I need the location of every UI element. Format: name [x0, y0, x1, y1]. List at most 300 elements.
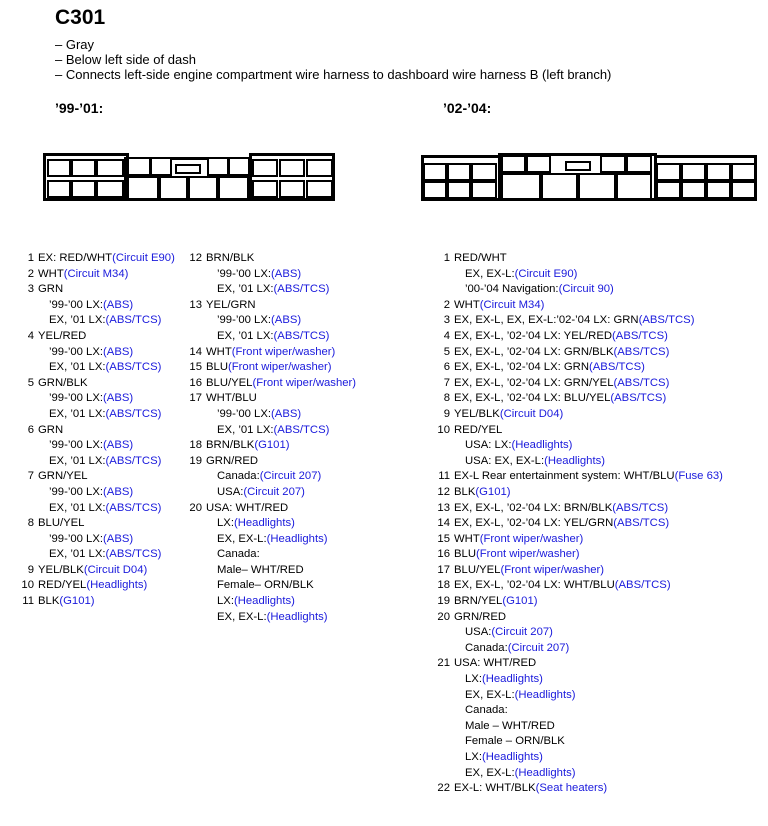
wire-description: GRN/YEL [38, 470, 88, 483]
wire-description: BRN/YEL [454, 595, 503, 608]
wire-description: USA: EX, EX-L: [465, 454, 545, 467]
pinout-line [432, 766, 723, 782]
wire-description: EX, EX-L, EX, EX-L:’02-’04 LX: GRN [454, 314, 639, 327]
pin-number: 9 [443, 407, 450, 420]
wire-description: WHT [206, 345, 232, 358]
wire-description: EX, EX-L, ’02-’04 LX: GRN/BLK [454, 345, 614, 358]
wire-description: EX-L: WHT/BLK [454, 782, 536, 795]
circuit-reference: (Front wiper/washer) [231, 345, 336, 358]
indent [10, 532, 49, 548]
pinout-line [10, 360, 175, 376]
wire-description: YEL/BLK [38, 563, 84, 576]
pinout-line [188, 376, 356, 392]
pin-cell [252, 159, 278, 177]
indent [188, 313, 217, 329]
circuit-reference: (ABS) [103, 298, 134, 311]
pin-cell [306, 180, 333, 198]
circuit-reference: (ABS) [103, 532, 134, 545]
wire-description: EX, EX-L, ’02-’04 LX: GRN/YEL [454, 376, 614, 389]
wire-description: Canada: [465, 704, 508, 717]
indent [188, 485, 217, 501]
pinout-line [432, 485, 723, 501]
indent [188, 267, 217, 283]
pin-cell [471, 163, 497, 181]
wire-description: EX, EX-L, ’02-’04 LX: BLU/YEL [454, 392, 611, 405]
pin-number: 11 [22, 595, 34, 608]
indent [188, 423, 217, 439]
pin-cell [541, 173, 578, 200]
pin-number: 4 [443, 329, 450, 342]
indent [432, 750, 465, 766]
pinout-line [432, 656, 723, 672]
indent [188, 469, 217, 485]
circuit-reference: (ABS/TCS) [105, 314, 162, 327]
wire-description: USA: WHT/RED [206, 501, 289, 514]
pin-number: 7 [443, 376, 450, 389]
pinout-line [432, 594, 723, 610]
pin-cell [159, 176, 188, 200]
pinout-line [432, 360, 723, 376]
pinout-line [188, 438, 356, 454]
indent [432, 641, 465, 657]
description-line: – Gray [55, 37, 95, 52]
wire-description: BLU/YEL [454, 563, 501, 576]
pin-number: 8 [443, 392, 450, 405]
pin-cell [47, 159, 71, 177]
pin-number: 5 [27, 376, 34, 389]
circuit-reference: (Circuit M34) [63, 267, 129, 280]
pin-number: 12 [437, 485, 450, 498]
pin-number: 9 [27, 563, 34, 576]
page-title: C301 [55, 6, 106, 29]
wire-description: ’00-’04 Navigation: [465, 283, 559, 296]
wire-description: RED/WHT [454, 252, 507, 264]
pinout-line [10, 485, 175, 501]
indent [432, 438, 465, 454]
pin-number: 3 [27, 283, 34, 296]
wire-description: GRN [38, 283, 64, 296]
wire-description: ’99-’00 LX: [49, 485, 104, 498]
circuit-reference: (ABS/TCS) [105, 407, 162, 420]
circuit-reference: (Circuit E90) [514, 267, 578, 280]
wire-description: LX: [465, 673, 482, 686]
pinout-line [432, 423, 723, 439]
circuit-reference: (ABS/TCS) [612, 501, 669, 514]
indent [432, 719, 465, 735]
pinout-line [188, 563, 356, 579]
pinout-line [10, 594, 175, 610]
wire-description: Canada: [465, 641, 508, 654]
pin-number: 13 [189, 298, 202, 311]
pinout-line [10, 454, 175, 470]
pin-cell [207, 157, 229, 176]
pinout-line [432, 688, 723, 704]
pin-number: 17 [437, 563, 450, 576]
pin-cell [218, 176, 249, 200]
indent [432, 454, 465, 470]
circuit-reference: (Front wiper/washer) [475, 548, 580, 561]
circuit-reference: (G101) [475, 485, 511, 498]
pinout-line [10, 376, 175, 392]
pin-cell [188, 176, 218, 200]
circuit-reference: (ABS/TCS) [610, 392, 667, 405]
indent [432, 282, 465, 298]
pinout-line [188, 298, 356, 314]
pin-cell [447, 181, 471, 199]
indent [432, 734, 465, 750]
circuit-reference: (Circuit D04) [499, 407, 564, 420]
indent [432, 688, 465, 704]
pinout-line [188, 485, 356, 501]
pinout-line [188, 532, 356, 548]
pinout-line [432, 641, 723, 657]
wire-description: ’99-’00 LX: [49, 345, 104, 358]
pinout-line [432, 329, 723, 345]
wire-description: EX, EX-L: [465, 688, 515, 701]
pin-cell [578, 173, 616, 200]
indent [10, 360, 49, 376]
indent [10, 547, 49, 563]
wire-description: GRN/RED [454, 610, 507, 623]
circuit-reference: (Circuit 90) [558, 283, 614, 296]
pinout-line [432, 547, 723, 563]
circuit-reference: (ABS/TCS) [273, 283, 330, 296]
wire-description: Male– WHT/RED [217, 563, 304, 576]
pinout-line [188, 345, 356, 361]
circuit-reference: (Headlights) [233, 595, 295, 608]
wire-description: RED/YEL [454, 423, 503, 436]
pin-number: 17 [189, 392, 202, 405]
wire-description: YEL/GRN [206, 298, 256, 311]
pinout-line [432, 734, 723, 750]
indent [10, 313, 49, 329]
circuit-reference: (ABS/TCS) [105, 454, 162, 467]
pin-cell [501, 173, 541, 200]
wire-description: EX, ’01 LX: [217, 423, 274, 436]
pinout-line [432, 298, 723, 314]
wire-description: YEL/BLK [454, 407, 500, 420]
circuit-reference: (Circuit D04) [83, 563, 148, 576]
circuit-reference: (ABS) [103, 485, 134, 498]
indent [188, 516, 217, 532]
pin-number: 21 [437, 657, 450, 670]
pin-number: 18 [437, 579, 450, 592]
circuit-reference: (ABS) [103, 345, 134, 358]
circuit-reference: (ABS/TCS) [273, 423, 330, 436]
pin-number: 12 [189, 252, 202, 264]
circuit-reference: (Headlights) [481, 751, 543, 763]
pinout-line [10, 345, 175, 361]
version-label-02-04: ’02-’04: [443, 100, 492, 116]
pin-cell [447, 163, 471, 181]
pinout-line [432, 578, 723, 594]
pinout-line [10, 282, 175, 298]
wire-description: EX, ’01 LX: [49, 361, 106, 374]
pin-cell [47, 180, 71, 198]
wire-description: USA: WHT/RED [454, 657, 537, 670]
wire-description: EX, ’01 LX: [49, 501, 106, 514]
circuit-reference: (ABS/TCS) [105, 501, 162, 514]
pin-number: 5 [443, 345, 450, 358]
wire-description: EX, ’01 LX: [217, 329, 274, 342]
pin-cell [423, 181, 447, 199]
pinout-line [432, 501, 723, 517]
circuit-reference: (ABS/TCS) [614, 579, 671, 592]
pin-number: 10 [21, 579, 34, 592]
pin-number: 14 [437, 517, 450, 530]
pinout-line [432, 719, 723, 735]
pinout-line [432, 672, 723, 688]
pin-cell [681, 181, 706, 199]
indent [10, 391, 49, 407]
wire-description: EX, EX-L: [217, 610, 267, 623]
circuit-reference: (Circuit 207) [259, 470, 322, 483]
indent [188, 594, 217, 610]
circuit-reference: (ABS) [103, 392, 134, 405]
pinout-line [10, 298, 175, 314]
circuit-reference: (Front wiper/washer) [252, 376, 357, 389]
circuit-reference: (Circuit E90) [112, 252, 175, 264]
wire-description: EX, ’01 LX: [49, 407, 106, 420]
wire-description: WHT [454, 532, 480, 545]
wire-description: GRN [38, 423, 64, 436]
wire-description: EX-L Rear entertainment system: WHT/BLU [454, 470, 675, 483]
pin-cell [127, 176, 159, 200]
circuit-reference: (ABS/TCS) [613, 517, 670, 530]
pinout-line [10, 407, 175, 423]
indent [10, 298, 49, 314]
circuit-reference: (Circuit M34) [479, 298, 545, 311]
indent [432, 703, 465, 719]
indent [10, 485, 49, 501]
pinout-line [188, 282, 356, 298]
wire-description: EX, ’01 LX: [49, 454, 106, 467]
pinout-line [188, 594, 356, 610]
indent [188, 578, 217, 594]
circuit-reference: (Headlights) [266, 532, 328, 545]
wire-description: WHT/BLU [206, 392, 257, 405]
circuit-reference: (Headlights) [86, 579, 148, 592]
pinout-line [10, 501, 175, 517]
pinout-column-2 [188, 251, 356, 625]
pinout-line [188, 251, 356, 267]
indent [10, 438, 49, 454]
pin-cell [526, 155, 551, 173]
wire-description: BLU [454, 548, 476, 561]
pinout-line [432, 516, 723, 532]
wire-description: Canada: [217, 470, 260, 483]
pinout-line [10, 391, 175, 407]
wire-description: USA: [217, 485, 244, 498]
pinout-line [10, 532, 175, 548]
indent [432, 672, 465, 688]
pin-cell [96, 180, 124, 198]
wire-description: ’99-’00 LX: [49, 439, 104, 452]
pinout-line [432, 438, 723, 454]
circuit-reference: (Headlights) [514, 688, 576, 701]
pin-cell [71, 180, 96, 198]
pin-number: 13 [437, 501, 450, 514]
wire-description: EX: RED/WHT [38, 252, 113, 264]
pin-cell [423, 163, 447, 181]
indent [188, 532, 217, 548]
circuit-reference: (ABS/TCS) [105, 548, 162, 561]
pin-number: 18 [189, 439, 202, 452]
pin-number: 20 [189, 501, 202, 514]
wire-description: BLU/YEL [38, 517, 85, 530]
pin-number: 11 [438, 470, 450, 483]
indent [188, 282, 217, 298]
indent [188, 610, 217, 626]
wire-description: USA: [465, 626, 492, 639]
wire-description: Female – ORN/BLK [465, 735, 565, 748]
pinout-line [432, 407, 723, 423]
pin-number: 10 [437, 423, 450, 436]
pin-number: 2 [443, 298, 450, 311]
pin-number: 3 [443, 314, 450, 327]
pin-cell [150, 157, 172, 176]
pinout-line [432, 469, 723, 485]
wire-description: BRN/BLK [206, 439, 255, 452]
pinout-line [188, 360, 356, 376]
pin-cell [127, 157, 151, 176]
circuit-reference: (Front wiper/washer) [479, 532, 584, 545]
pinout-line [432, 376, 723, 392]
pinout-line [432, 391, 723, 407]
pin-cell [306, 159, 333, 177]
wire-description: ’99-’00 LX: [217, 267, 272, 280]
pinout-line [188, 267, 356, 283]
circuit-reference: (ABS/TCS) [273, 329, 330, 342]
pin-cell [656, 163, 681, 181]
circuit-reference: (G101) [59, 595, 95, 608]
pinout-line [432, 345, 723, 361]
pinout-line [10, 329, 175, 345]
pinout-line [188, 329, 356, 345]
circuit-reference: (ABS/TCS) [613, 376, 670, 389]
pinout-line [10, 516, 175, 532]
wire-description: ’99-’00 LX: [217, 314, 272, 327]
pin-cell [616, 173, 652, 200]
pinout-line [188, 547, 356, 563]
pin-number: 22 [437, 782, 450, 795]
pin-number: 8 [27, 517, 34, 530]
wire-description: EX, EX-L: [465, 766, 515, 779]
circuit-reference: (ABS) [103, 439, 134, 452]
circuit-reference: (G101) [502, 595, 538, 608]
circuit-reference: (Headlights) [544, 454, 606, 467]
pin-cell [471, 181, 497, 199]
pinout-line [188, 391, 356, 407]
pin-cell [656, 181, 681, 199]
pin-cell [252, 180, 278, 198]
circuit-reference: (Seat heaters) [535, 782, 608, 795]
wire-description: Canada: [217, 548, 260, 561]
circuit-reference: (Headlights) [511, 439, 573, 452]
pinout-column-3 [432, 251, 723, 797]
circuit-reference: (ABS) [271, 407, 302, 420]
pin-cell [501, 155, 526, 173]
wire-description: EX, EX-L, ’02-’04 LX: GRN [454, 361, 589, 374]
wire-description: WHT [38, 267, 64, 280]
pinout-line [10, 423, 175, 439]
pin-cell [731, 163, 756, 181]
circuit-reference: (Headlights) [481, 673, 543, 686]
pinout-line [188, 610, 356, 626]
wire-description: EX, EX-L, ’02-’04 LX: YEL/GRN [454, 517, 614, 530]
circuit-reference: (Headlights) [266, 610, 328, 623]
circuit-reference: (Fuse 63) [674, 470, 723, 483]
circuit-reference: (ABS/TCS) [613, 345, 670, 358]
wire-description: BLU [206, 361, 228, 374]
wire-description: GRN/BLK [38, 376, 88, 389]
wire-description: Female– ORN/BLK [217, 579, 314, 592]
pin-cell [71, 159, 96, 177]
wire-description: EX, EX-L, ’02-’04 LX: YEL/RED [454, 329, 613, 342]
circuit-reference: (Circuit 207) [507, 641, 570, 654]
indent [188, 407, 217, 423]
pin-cell [279, 180, 305, 198]
pin-cell [626, 155, 652, 173]
pin-number: 4 [27, 329, 34, 342]
pinout-line [432, 625, 723, 641]
pinout-line [188, 501, 356, 517]
wire-description: EX, ’01 LX: [49, 548, 106, 561]
indent [10, 407, 49, 423]
wire-description: EX, EX-L, ’02-’04 LX: BRN/BLK [454, 501, 613, 514]
circuit-reference: (ABS/TCS) [612, 329, 668, 342]
pinout-line [10, 563, 175, 579]
pin-cell [96, 159, 124, 177]
indent [432, 766, 465, 782]
pinout-line [432, 610, 723, 626]
pin-number: 15 [437, 532, 450, 545]
indent [432, 625, 465, 641]
pin-cell [228, 157, 250, 176]
circuit-reference: (Circuit 207) [243, 485, 305, 498]
wire-description: RED/YEL [38, 579, 87, 592]
pinout-line [10, 313, 175, 329]
pinout-line [10, 438, 175, 454]
pinout-line [188, 313, 356, 329]
pinout-line [432, 282, 723, 298]
wire-description: Male – WHT/RED [465, 719, 555, 732]
indent [10, 501, 49, 517]
description-line: – Connects left-side engine compartment wire harness to dashboard wire harness B (left branch) [55, 67, 612, 82]
pin-cell [706, 163, 731, 181]
pinout-line [432, 781, 723, 797]
version-label-99-01: ’99-’01: [55, 100, 104, 116]
pinout-line [188, 578, 356, 594]
pinout-line [432, 563, 723, 579]
pinout-column-1 [10, 251, 175, 610]
connector-latch [175, 164, 201, 174]
wire-description: LX: [217, 595, 234, 608]
wire-description: EX, ’01 LX: [49, 314, 106, 327]
wire-description: BRN/BLK [206, 252, 255, 264]
wire-description: EX, EX-L, ’02-’04 LX: WHT/BLU [454, 579, 615, 592]
wire-description: EX, ’01 LX: [217, 283, 274, 296]
pin-number: 19 [189, 454, 202, 467]
indent [188, 329, 217, 345]
connector-description [55, 37, 611, 82]
circuit-reference: (ABS) [271, 314, 302, 327]
wire-description: ’99-’00 LX: [49, 298, 104, 311]
indent [10, 454, 49, 470]
pin-number: 16 [437, 548, 450, 561]
description-line: – Below left side of dash [55, 52, 196, 67]
circuit-reference: (Headlights) [233, 517, 295, 530]
